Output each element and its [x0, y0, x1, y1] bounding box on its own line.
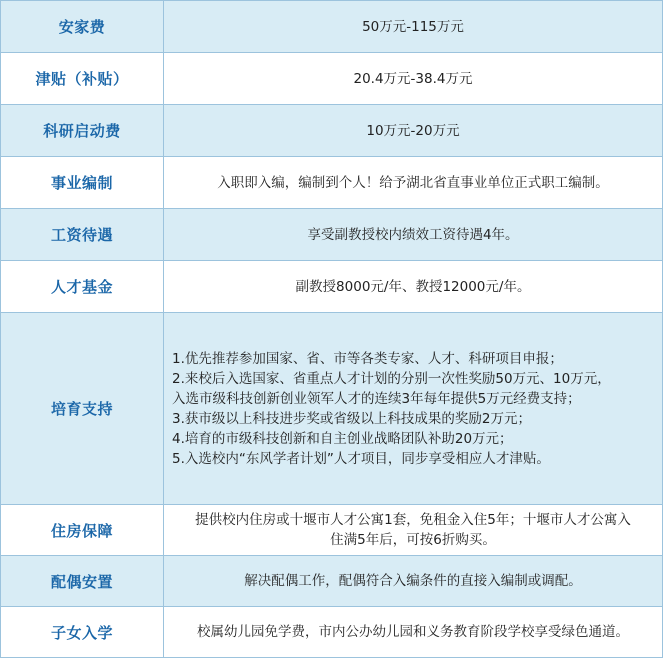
row-value-cultivation	[164, 313, 663, 505]
row-value-allowance: 20.4万元-38.4万元	[164, 53, 663, 105]
table-row	[1, 53, 663, 105]
table-row	[1, 105, 663, 157]
table-row	[1, 209, 663, 261]
row-label-settlement: 安家费	[1, 1, 164, 53]
housing-line-2: 住满5年后，可按6折购买。	[330, 532, 496, 548]
cultivation-line-3: 入选市级科技创新创业领军人才的连续3年每年提供5万元经费支持；	[172, 390, 581, 407]
row-value-settlement: 50万元-115万元	[164, 1, 663, 53]
cultivation-line-6: 5.入选校内“东风学者计划”人才项目，同步享受相应人才津贴。	[172, 450, 550, 467]
row-value-staffing: 入职即入编，编制到个人！给予湖北省直事业单位正式职工编制。	[164, 157, 663, 209]
cultivation-line-5: 4.培育的市级科技创新和自主创业战略团队补助20万元；	[172, 430, 513, 447]
table-row	[1, 1, 663, 53]
table-row	[1, 157, 663, 209]
table-row	[1, 556, 663, 607]
row-label-talent-fund: 人才基金	[1, 261, 164, 313]
row-label-salary: 工资待遇	[1, 209, 164, 261]
row-label-staffing: 事业编制	[1, 157, 164, 209]
table-row	[1, 607, 663, 658]
row-label-cultivation: 培育支持	[1, 313, 164, 505]
row-label-research-fund: 科研启动费	[1, 105, 164, 157]
table-row	[1, 313, 663, 505]
housing-line-1: 提供校内住房或十堰市人才公寓1套，免租金入住5年；十堰市人才公寓入	[195, 512, 631, 528]
cultivation-line-1: 1.优先推荐参加国家、省、市等各类专家、人才、科研项目申报；	[172, 350, 563, 367]
row-value-talent-fund: 副教授8000元/年、教授12000元/年。	[164, 261, 663, 313]
cultivation-line-4: 3.获市级以上科技进步奖或省级以上科技成果的奖励2万元；	[172, 410, 531, 427]
row-value-children: 校属幼儿园免学费，市内公办幼儿园和义务教育阶段学校享受绿色通道。	[164, 607, 663, 658]
row-value-housing	[164, 505, 663, 556]
row-label-allowance: 津贴（补贴）	[1, 53, 164, 105]
table-row	[1, 261, 663, 313]
row-label-housing: 住房保障	[1, 505, 164, 556]
row-value-salary: 享受副教授校内绩效工资待遇4年。	[164, 209, 663, 261]
cultivation-line-2: 2.来校后入选国家、省重点人才计划的分别一次性奖励50万元、10万元，	[172, 370, 611, 387]
row-label-spouse: 配偶安置	[1, 556, 164, 607]
row-value-spouse: 解决配偶工作，配偶符合入编条件的直接入编制或调配。	[164, 556, 663, 607]
row-label-children: 子女入学	[1, 607, 164, 658]
row-value-research-fund: 10万元-20万元	[164, 105, 663, 157]
table-row	[1, 505, 663, 556]
